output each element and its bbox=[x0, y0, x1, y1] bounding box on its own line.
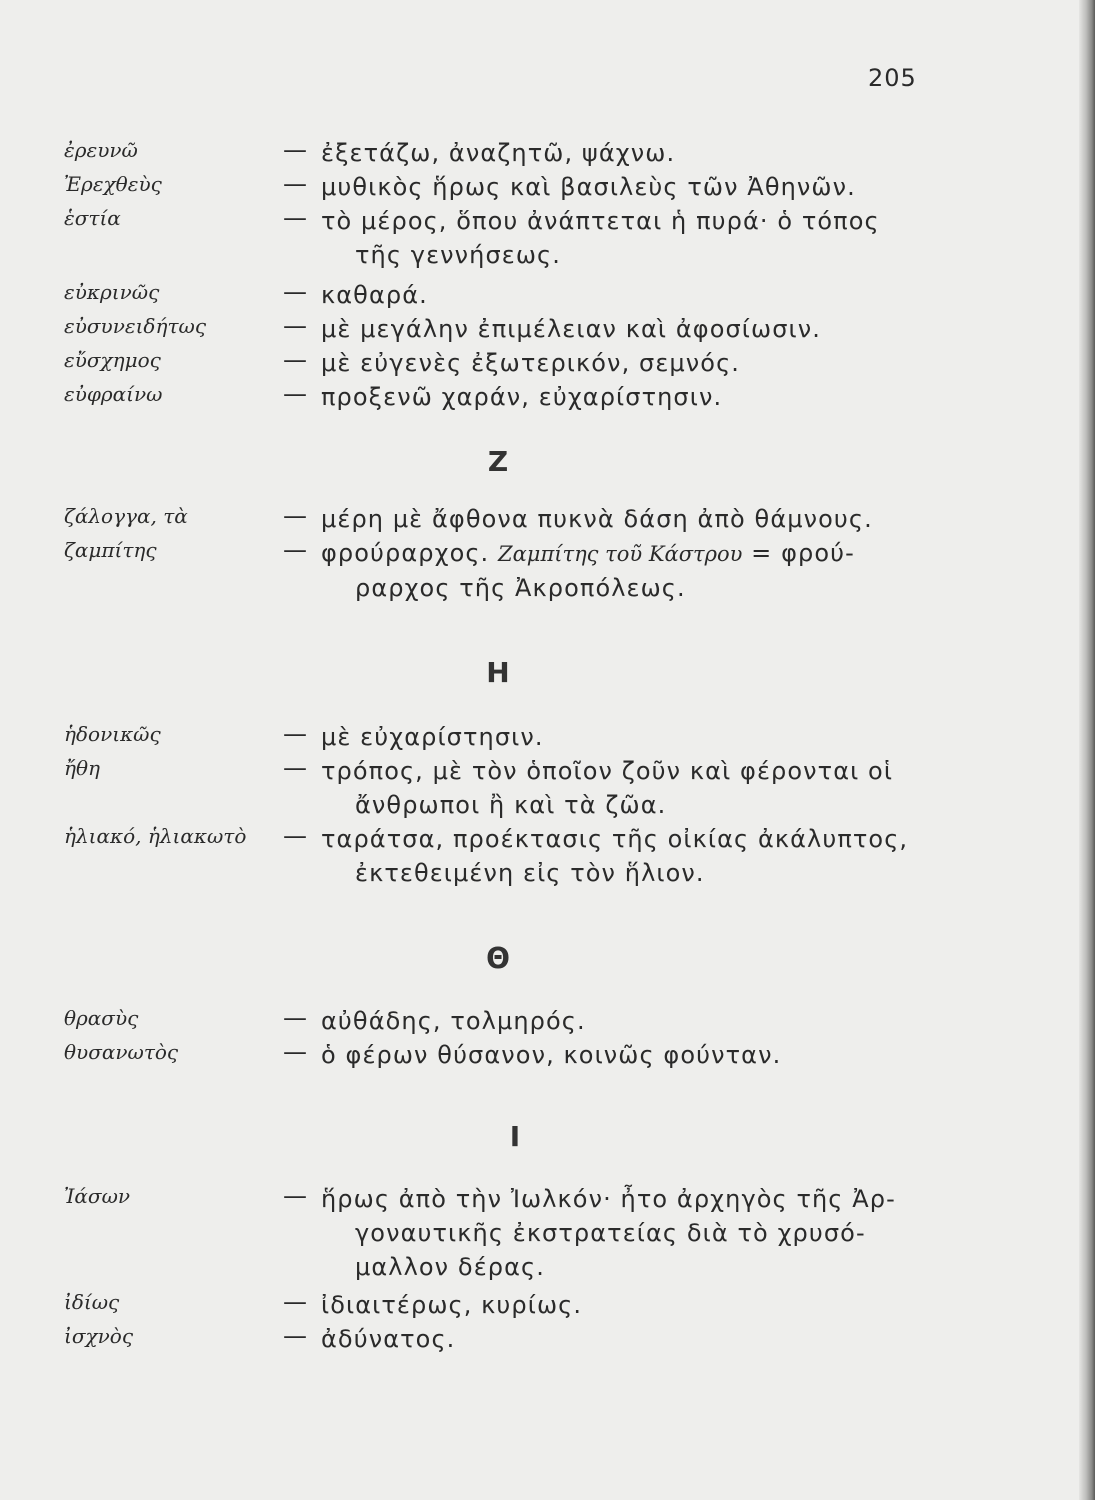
entry-definition bbox=[321, 1322, 921, 1356]
entry-dash: — bbox=[283, 136, 307, 164]
definition-line: καθαρά. bbox=[321, 281, 428, 309]
entry-term: εὐκρινῶς bbox=[64, 280, 160, 304]
entry-definition bbox=[321, 1004, 921, 1038]
page-edge-shadow bbox=[1079, 0, 1095, 1500]
entry-definition bbox=[321, 380, 921, 414]
entry-definition bbox=[321, 822, 921, 890]
entry-definition bbox=[321, 204, 921, 272]
definition-line: τῆς γεννήσεως. bbox=[355, 241, 561, 269]
entry-term: εὐσυνειδήτως bbox=[64, 314, 207, 338]
entry-term: ἡδονικῶς bbox=[64, 722, 161, 746]
entry-definition bbox=[321, 1288, 921, 1322]
entry-term: θυσανωτὸς bbox=[64, 1040, 179, 1064]
definition-line: μαλλον δέρας. bbox=[355, 1253, 545, 1281]
definition-line: ἥρως ἀπὸ τὴν Ἰωλκόν· ἦτο ἀρχηγὸς τῆς Ἀρ- bbox=[321, 1185, 896, 1213]
definition-line: ἀδύνατος. bbox=[321, 1325, 456, 1353]
definition-line: ἐκτεθειμένη εἰς τὸν ἥλιον. bbox=[355, 859, 705, 887]
entry-dash: — bbox=[283, 1288, 307, 1316]
entry-term: ζαμπίτης bbox=[64, 538, 157, 562]
entry-term: θρασὺς bbox=[64, 1006, 139, 1030]
inline-italic-phrase: Ζαμπίτης τοῦ Κάστρου bbox=[498, 542, 743, 566]
entry-dash: — bbox=[283, 380, 307, 408]
entry-term: ἐρευνῶ bbox=[64, 138, 138, 162]
entry-definition bbox=[321, 278, 921, 312]
entry-term: ἤθη bbox=[64, 756, 101, 780]
entry-definition bbox=[321, 502, 921, 536]
entry-dash: — bbox=[283, 204, 307, 232]
entry-definition bbox=[321, 346, 921, 380]
entry-term: Ἐρεχθεὺς bbox=[64, 172, 162, 196]
definition-line: γοναυτικῆς ἐκστρατείας διὰ τὸ χρυσό- bbox=[355, 1219, 866, 1247]
definition-line: ἰδιαιτέρως, κυρίως. bbox=[321, 1291, 583, 1319]
definition-line: τρόπος, μὲ τὸν ὁποῖον ζοῦν καὶ φέρονται οἱ bbox=[321, 757, 894, 785]
entry-definition bbox=[321, 1038, 921, 1072]
definition-line: αὐθάδης, τολμηρός. bbox=[321, 1007, 586, 1035]
definition-line: προξενῶ χαράν, εὐχαρίστησιν. bbox=[321, 383, 723, 411]
entry-dash: — bbox=[283, 170, 307, 198]
entry-term: εὔσχημος bbox=[64, 348, 161, 372]
section-letter-eta: H bbox=[486, 656, 510, 689]
definition-line: = φρού- bbox=[751, 539, 855, 567]
page-number: 205 bbox=[868, 64, 917, 92]
section-letter-theta: Θ bbox=[486, 942, 510, 975]
entry-term: ἡλιακό, ἡλιακωτὸ bbox=[64, 824, 247, 848]
entry-dash: — bbox=[283, 1038, 307, 1066]
entry-dash: — bbox=[283, 346, 307, 374]
entry-definition bbox=[321, 1182, 921, 1284]
entry-definition bbox=[321, 136, 921, 170]
entry-term: ἰσχνὸς bbox=[64, 1324, 134, 1348]
entry-definition bbox=[321, 536, 921, 605]
entry-dash: — bbox=[283, 278, 307, 306]
definition-line: φρούραρχος. bbox=[321, 539, 490, 567]
section-letter-zeta: Z bbox=[487, 445, 509, 478]
entry-definition bbox=[321, 720, 921, 754]
entry-dash: — bbox=[283, 754, 307, 782]
entry-dash: — bbox=[283, 502, 307, 530]
definition-line: ταράτσα, προέκτασις τῆς οἰκίας ἀκάλυπτος, bbox=[321, 825, 909, 853]
definition-line: μέρη μὲ ἄφθονα πυκνὰ δάση ἀπὸ θάμνους. bbox=[321, 505, 873, 533]
definition-line: ἐξετάζω, ἀναζητῶ, ψάχνω. bbox=[321, 139, 676, 167]
entry-term: Ἰάσων bbox=[64, 1184, 131, 1208]
entry-definition bbox=[321, 754, 921, 822]
definition-line: μὲ μεγάλην ἐπιμέλειαν καὶ ἀφοσίωσιν. bbox=[321, 315, 821, 343]
entry-dash: — bbox=[283, 312, 307, 340]
definition-line: ἄνθρωποι ἢ καὶ τὰ ζῶα. bbox=[355, 791, 667, 819]
entry-dash: — bbox=[283, 1004, 307, 1032]
entry-term: ζάλογγα, τὰ bbox=[64, 504, 188, 528]
definition-line: ραρχος τῆς Ἀκροπόλεως. bbox=[355, 574, 686, 602]
definition-line: μὲ εὐγενὲς ἐξωτερικόν, σεμνός. bbox=[321, 349, 740, 377]
entry-dash: — bbox=[283, 1182, 307, 1210]
definition-line: ὁ φέρων θύσανον, κοινῶς φούνταν. bbox=[321, 1041, 782, 1069]
entry-term: ἰδίως bbox=[64, 1290, 120, 1314]
definition-line: μυθικὸς ἥρως καὶ βασιλεὺς τῶν Ἀθηνῶν. bbox=[321, 173, 856, 201]
entry-term: εὐφραίνω bbox=[64, 382, 163, 406]
entry-dash: — bbox=[283, 822, 307, 850]
entry-term: ἑστία bbox=[64, 206, 121, 230]
section-letter-iota: I bbox=[509, 1120, 521, 1153]
entry-dash: — bbox=[283, 536, 307, 564]
definition-line: τὸ μέρος, ὅπου ἀνάπτεται ἡ πυρά· ὁ τόπος bbox=[321, 207, 880, 235]
entry-definition bbox=[321, 312, 921, 346]
entry-dash: — bbox=[283, 1322, 307, 1350]
entry-dash: — bbox=[283, 720, 307, 748]
definition-line: μὲ εὐχαρίστησιν. bbox=[321, 723, 544, 751]
entry-definition bbox=[321, 170, 921, 204]
